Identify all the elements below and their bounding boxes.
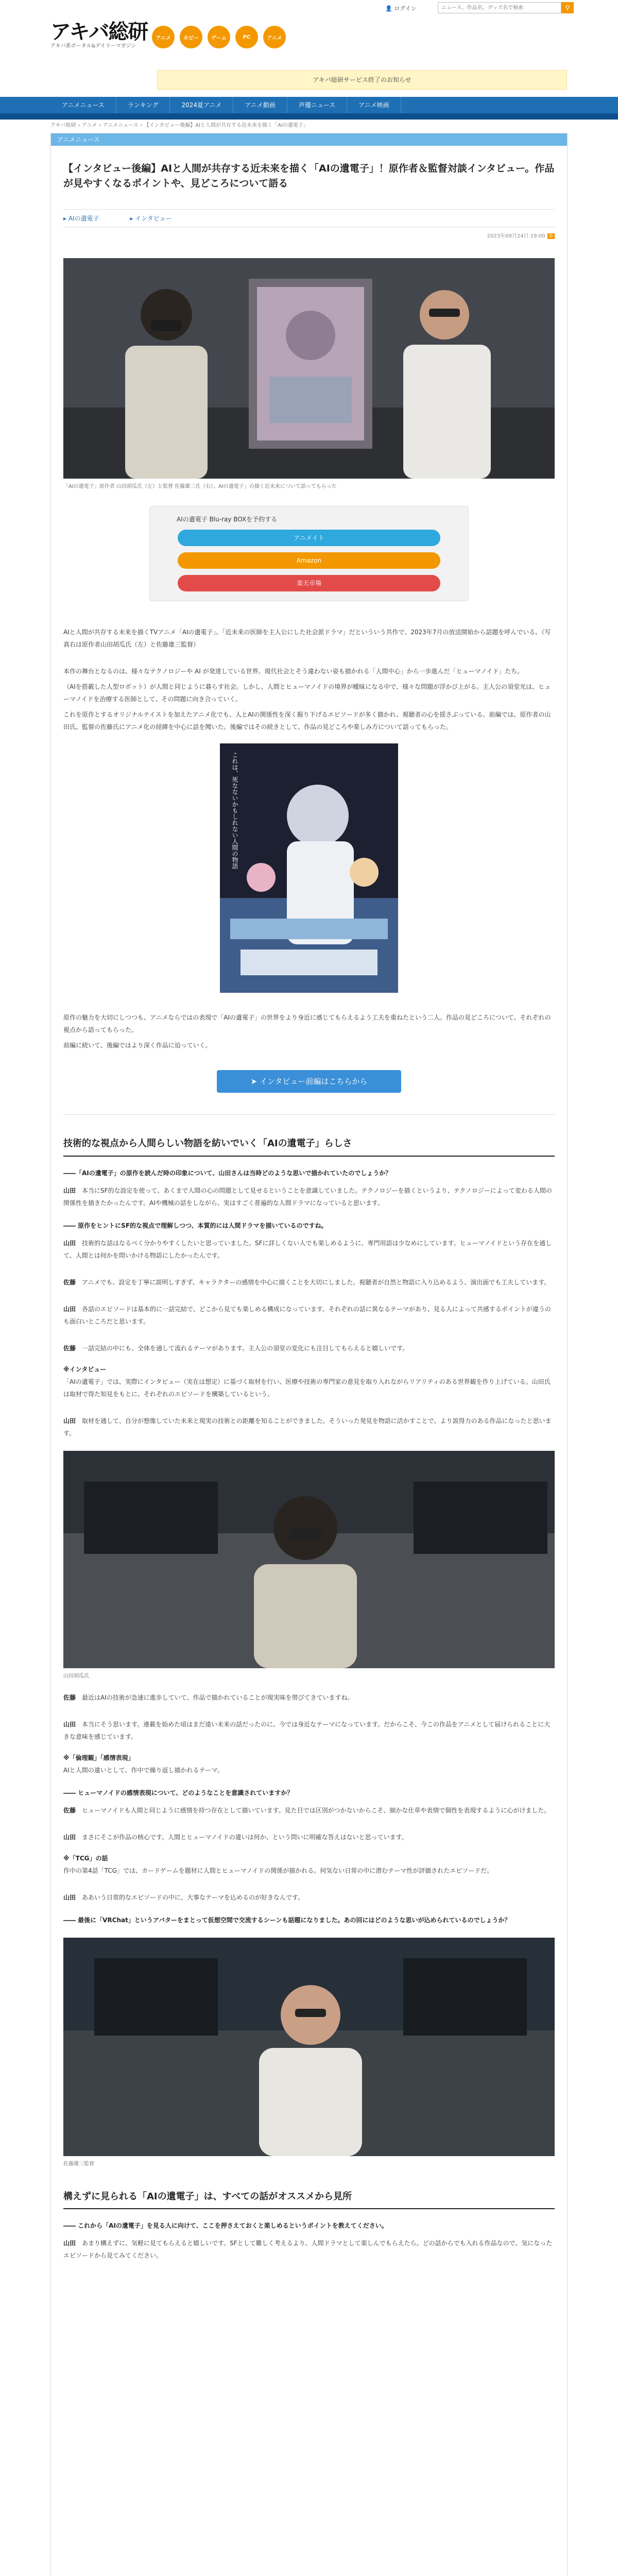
search-icon: ⚲ bbox=[565, 4, 570, 11]
interview-photo-1 bbox=[63, 258, 555, 479]
article-date: 2023年09月24日 19:00 0 bbox=[487, 231, 555, 239]
note-text-3: 作中の第4話「TCG」では、カードゲームを題材に人間とヒューマノイドの関係が描かれる。何気ない日常の中に潜むテーマ性が評価されたエピソードだ。 bbox=[63, 1867, 493, 1874]
nav-underline bbox=[0, 113, 618, 120]
intro2-paragraph-2: 前編に続いて、後編ではより深く作品に迫っていく。 bbox=[63, 1041, 212, 1049]
answer-paragraph: 佐藤 最近はAIの技術が急速に進歩していて、作品で描かれていることが現実味を帯びてきていますね。 bbox=[63, 1693, 354, 1701]
photo-1-caption: 「AIの遺電子」原作者 山田胡瓜氏（左）と監督 佐藤雄三氏（右）。AIの遺電子」の描く近未来について語ってもらった bbox=[63, 483, 337, 489]
category-circles bbox=[152, 26, 286, 48]
interview-photo-3 bbox=[63, 1938, 555, 2156]
buy-animate-button[interactable]: アニメイト bbox=[178, 530, 440, 546]
photo-1-illustration bbox=[63, 258, 555, 479]
answer-paragraph: 佐藤 一話完結の中にも、全体を通して流れるテーマがあります。主人公の須堂の変化にも注目してもらえると嬉しいです。 bbox=[63, 1344, 409, 1352]
nav-item-anime-news[interactable]: アニメニュース bbox=[50, 97, 116, 113]
search-input[interactable] bbox=[438, 2, 561, 13]
question-2: ―― 原作をヒントにSF的な視点で理解しつつ、本質的には人間ドラマを描いているのですね。 bbox=[63, 1222, 328, 1229]
tag-ai-no-idenshi[interactable]: ▸ AIの遺電子 bbox=[63, 214, 99, 222]
breadcrumb: アキバ総研 › アニメ › アニメニュース › 【インタビュー後編】AIと人間が共存する近未来を描く「AIの遺電子」 bbox=[50, 123, 308, 128]
answer-paragraph: 山田 本当にそう思います。連載を始めた頃はまだ遠い未来の話だったのに、今では身近なテーマになっています。だからこそ、今この作品をアニメとして届けられることに大きな意味を感じています。 bbox=[63, 1720, 551, 1740]
article-title: 【インタビュー後編】AIと人間が共存する近未来を描く「AIの遺電子」！原作者＆監督対談インタビュー。作品が見やすくなるポイントや、見どころについて語る bbox=[63, 163, 555, 190]
intro-paragraph-1: AIと人間が共存する未来を描くTVアニメ「AIの遺電子」。「近未来の医師を主人公にした社会派ドラマ」だといういう共作で、2023年7月の放送開始から話題を呼んでいる。（写真右は原作者山田胡瓜氏（左）と佐藤雄三監督） bbox=[63, 628, 551, 648]
breadcrumb-home[interactable]: アキバ総研 bbox=[50, 123, 76, 128]
answer-paragraph: 山田 あまり構えずに、気軽に見てもらえると嬉しいです。SFとして難しく考えるより、人間ドラマとして楽しんでもらえたら。どの話からでも入れる作品なので、気になったエピソードから見てみてください。 bbox=[63, 2240, 553, 2260]
user-icon: 👤 bbox=[385, 5, 392, 12]
question-3: ―― ヒューマノイドの感情表現について、どのようなことを意識されていますか？ bbox=[63, 1789, 294, 1797]
category-circle-anime2[interactable]: アニメ bbox=[263, 26, 286, 48]
category-circle-anime[interactable]: アニメ bbox=[152, 26, 175, 48]
interview-photo-2 bbox=[63, 1451, 555, 1668]
login-link[interactable]: 👤 ログイン bbox=[385, 5, 417, 12]
answer-paragraph: 佐藤 アニメでも、設定を丁寧に説明しすぎず、キャラクターの感情を中心に描くことを大切にしました。視聴者が自然と物語に入り込めるよう、演出面でも工夫しています。 bbox=[63, 1278, 551, 1286]
photo-2-caption: 山田胡瓜氏 bbox=[63, 1673, 89, 1679]
answer-paragraph: 山田 技術的な話はなるべく分かりやすくしたいと思っていました。SFに詳しくない人でも楽しめるように、専門用語は少なめにしています。ヒューマノイドという存在を通して、人間とは何かを問いかける物語にしたかったんです。 bbox=[63, 1239, 552, 1259]
question-1: ――「AIの遺電子」の原作を読んだ時の印象について、山田さんは当時どのような思いで描かれていたのでしょうか？ bbox=[63, 1169, 392, 1177]
photo-3-caption: 佐藤雄三監督 bbox=[63, 2161, 94, 2167]
purchase-box bbox=[149, 506, 469, 601]
buy-amazon-button[interactable]: Amazon bbox=[178, 552, 440, 569]
answer-paragraph: 佐藤 ヒューマノイドも人間と同じように感情を持つ存在として描いています。見た目では区別がつかないからこそ、細かな仕草や表情で個性を表現するように心がけました。 bbox=[63, 1806, 551, 1814]
nav-item-anime-video[interactable]: アニメ動画 bbox=[233, 97, 287, 113]
category-circle-pc[interactable]: PC bbox=[235, 26, 258, 48]
divider bbox=[63, 1114, 555, 1115]
article-tags bbox=[63, 209, 555, 227]
note-text-1: 「AIの遺電子」では、実際にインタビュー（実在は想定）に基づく取材を行い、医療や技術の専門家の意見を取り入れながらリアリティのある世界観を作り上げている。山田氏は取材で得た知見をもとに、それぞれのエピソードを構築しているという。 bbox=[63, 1378, 551, 1398]
breadcrumb-anime[interactable]: アニメ bbox=[81, 123, 97, 128]
answer-paragraph: 山田 本当にSF的な設定を使って、あくまで人間の心の問題として見せるということを意識していました。テクノロジーを描くというより、テクノロジーによって変わる人間の関係性を描きたかったんです。AIや機械の話をしながら、実はすごく普遍的な人間ドラマになっていると思います。 bbox=[63, 1187, 552, 1207]
breadcrumb-anime-news[interactable]: アニメニュース bbox=[102, 123, 139, 128]
section-heading-2: 構えずに見られる「AIの遺電子」は、すべての話がオススメから見所 bbox=[63, 2190, 555, 2210]
intro2-paragraph-1: 原作の魅力を大切にしつつも、アニメならではの表現で「AIの遺電子」の世界をより身近に感じてもらえるよう工夫を重ねたという二人。作品の見どころについて、それぞれの視点から語ってもらった。 bbox=[63, 1013, 551, 1033]
photo-2-illustration bbox=[63, 1451, 555, 1668]
poster-illustration bbox=[220, 743, 398, 993]
article-container bbox=[50, 133, 568, 2576]
intro-paragraph-4: これを原作とするオリジナルテイストを加えたアニメ化でも、人とAIの関係性を深く掘り下げるエピソードが多く描かれ、視聴者の心を揺さぶっている。前編では、原作者の山田氏、監督の佐藤氏にアニメ化の経緯を中心に話を聞いた。後編ではその続きとして、作品の見どころや楽しみ方について語ってもらった。 bbox=[63, 710, 551, 731]
main-nav bbox=[0, 97, 618, 113]
interview-part1-link-button[interactable]: ➤ インタビュー前編はこちらから bbox=[217, 1070, 401, 1093]
note-heading-1: ※インタビュー bbox=[63, 1365, 107, 1373]
intro-paragraph-2: 本作の舞台となるのは、様々なテクノロジーや AI が発達している世界。現代社会とそう違わない姿も描かれる「人間中心」から一歩進んだ「ヒューマノイド」たち。 bbox=[63, 667, 524, 675]
search-button[interactable] bbox=[561, 2, 574, 13]
answer-paragraph: 山田 各話のエピソードは基本的に一話完結で、どこから見ても楽しめる構成になっています。それぞれの話に異なるテーマがあり、見る人によって共感するポイントが違うのも面白いところだと思います。 bbox=[63, 1305, 551, 1325]
question-4: ―― 最後に「VRChat」というアバターをまとって仮想空間で交流するシーンも話題になりました。あの回にはどのような思いが込められているのでしょうか？ bbox=[63, 1916, 511, 1924]
question-5: ―― これから「AIの遺電子」を見る人に向けて、ここを押さえておくと楽しめるというポイントを教えてください。 bbox=[63, 2222, 388, 2230]
nav-item-ranking[interactable]: ランキング bbox=[116, 97, 170, 113]
answer-paragraph: 山田 まさにそこが作品の核心です。人間とヒューマノイドの違いは何か、という問いに明確な答えはないと思っています。 bbox=[63, 1833, 408, 1841]
answer-paragraph: 山田 取材を通して、自分が想像していた未来と現実の技術との距離を知ることができました。そういった発見を物語に活かすことで、より説得力のある作品になったと思います。 bbox=[63, 1417, 552, 1437]
site-header bbox=[0, 0, 618, 61]
service-end-notice[interactable]: アキバ総研サービス終了のお知らせ bbox=[157, 70, 567, 90]
buy-rakuten-button[interactable]: 楽天市場 bbox=[178, 575, 440, 591]
arrow-right-icon: ➤ bbox=[250, 1076, 258, 1086]
intro-paragraph-3: （AIを搭載した人型ロボット）が人間と同じように暮らす社会。しかし、人間とヒューマノイドの境界が曖昧になる中で、様々な問題が浮かび上がる。主人公の須堂光は、ヒューマノイドを治療する医師として、その問題に向き合っていく。 bbox=[63, 683, 551, 703]
note-text-2: AIと人間の違いとして、作中で繰り返し描かれるテーマ。 bbox=[63, 1766, 224, 1774]
category-circle-game[interactable]: ゲーム bbox=[208, 26, 230, 48]
section-heading-1: 技術的な視点から人間らしい物語を紡いでいく「AIの遺電子」らしさ bbox=[63, 1137, 555, 1157]
nav-item-2024-summer[interactable]: 2024夏アニメ bbox=[170, 97, 233, 113]
poster-tagline: これは、死なないかもしれない人間の物語 bbox=[231, 751, 238, 869]
site-logo-subtitle: アキバ系ポータル&デイリーマガジン bbox=[50, 43, 136, 49]
category-bar: アニメニュース bbox=[51, 133, 567, 146]
purchase-box-title: AIの遺電子 Blu-ray BOXを予約する bbox=[177, 515, 278, 523]
photo-3-illustration bbox=[63, 1938, 555, 2156]
tag-interview[interactable]: ▸ インタビュー bbox=[130, 214, 172, 222]
note-heading-3: ※「TCG」の話 bbox=[63, 1854, 108, 1862]
answer-paragraph: 山田 ああいう日常的なエピソードの中に、大事なテーマを込めるのが好きなんです。 bbox=[63, 1893, 304, 1901]
nav-item-voice-actor-news[interactable]: 声優ニュース bbox=[287, 97, 347, 113]
breadcrumb-current: 【インタビュー後編】AIと人間が共存する近未来を描く「AIの遺電子」 bbox=[144, 123, 308, 128]
comment-count-badge[interactable]: 0 bbox=[547, 233, 555, 239]
site-logo[interactable]: アキバ総研 bbox=[50, 20, 148, 44]
nav-item-anime-movie[interactable]: アニメ映画 bbox=[347, 97, 401, 113]
category-circle-hobby[interactable]: ホビー bbox=[180, 26, 202, 48]
key-visual-poster bbox=[220, 743, 398, 993]
note-heading-2: ※「倫理観」「感情表現」 bbox=[63, 1754, 134, 1761]
